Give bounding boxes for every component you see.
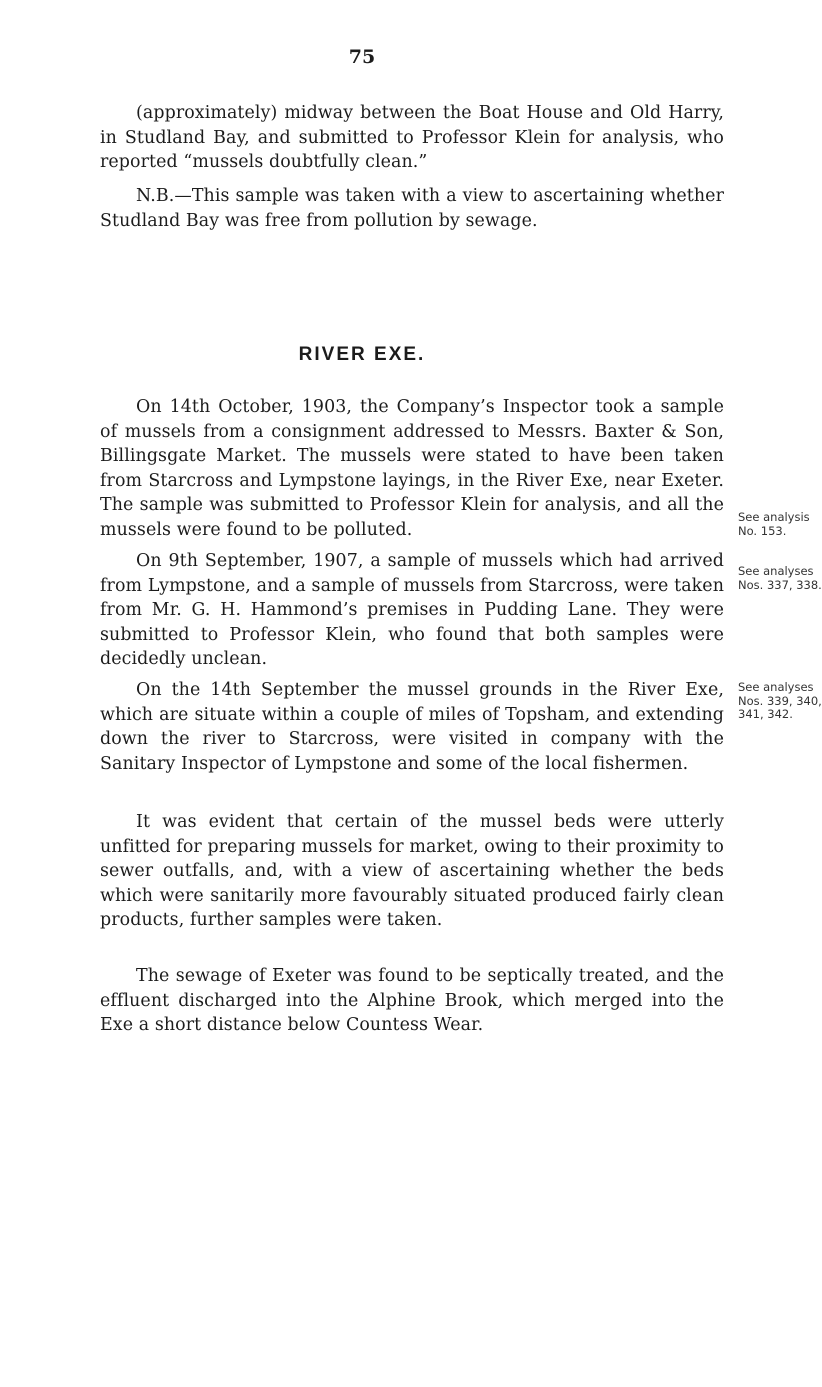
paragraph-studland-continued: (approximately) midway between the Boat House and Old Harry, in Studland Bay, and submitted to Professor Klein for analysis, who reported “mussels doubtfully clean.”	[100, 103, 724, 173]
margin-note-line: No. 153.	[738, 523, 787, 538]
margin-note-line: See analyses	[738, 564, 814, 578]
section-heading-river-exe: RIVER EXE.	[298, 344, 426, 365]
paragraph-nb-note: N.B.—This sample was taken with a view to ascertaining whether Studland Bay was free from pollution by sewage.	[100, 186, 724, 231]
margin-note-analysis-153	[738, 511, 808, 538]
paragraph-exe-sewage: The sewage of Exeter was found to be septically treated, and the effluent discharged into the Alphine Brook, which merged into the Exe a short distance below Countess Wear.	[100, 966, 724, 1036]
paragraph-exe-mussel-beds: It was evident that certain of the mussel beds were utterly unfitted for preparing mussels for market, owing to their proximity to sewer outfalls, and, with a view of ascertaining whether the beds which were sanitarily more favourably situated produced fairly clean products, further samples were taken.	[100, 812, 724, 931]
margin-note-line: Nos. 339, 340,	[738, 693, 822, 708]
paragraph-exe-1903: On 14th October, 1903, the Company’s Inspector took a sample of mussels from a consignment addressed to Messrs. Baxter & Son, Billingsgate Market. The mussels were stated to have been taken from Starcross and Lympstone layings, in the River Exe, near Exeter. The sample was submitted to Professor Klein for analysis, and all the mussels were found to be polluted.	[100, 397, 724, 540]
margin-note-analyses-339-342	[738, 680, 822, 722]
margin-note-line: See analysis	[738, 510, 810, 524]
margin-note-line: Nos. 337, 338.	[738, 577, 822, 592]
paragraph-exe-1907: On 9th September, 1907, a sample of mussels which had arrived from Lympstone, and a sample of mussels from Starcross, were taken from Mr. G. H. Hammond’s premises in Pudding Lane. They were submitted to Professor Klein, who found that both samples were decidedly unclean.	[100, 551, 724, 670]
margin-note-line: See analyses	[738, 680, 814, 694]
paragraph-exe-grounds-visit: On the 14th September the mussel grounds in the River Exe, which are situate within a couple of miles of Topsham, and extending down the river to Starcross, were visited in company with the Sanitary Inspector of Lympstone and some of the local fishermen.	[100, 680, 724, 774]
margin-note-line: 341, 342.	[738, 707, 793, 721]
margin-note-analyses-337-338	[738, 564, 822, 592]
page-number: 75	[348, 46, 376, 68]
